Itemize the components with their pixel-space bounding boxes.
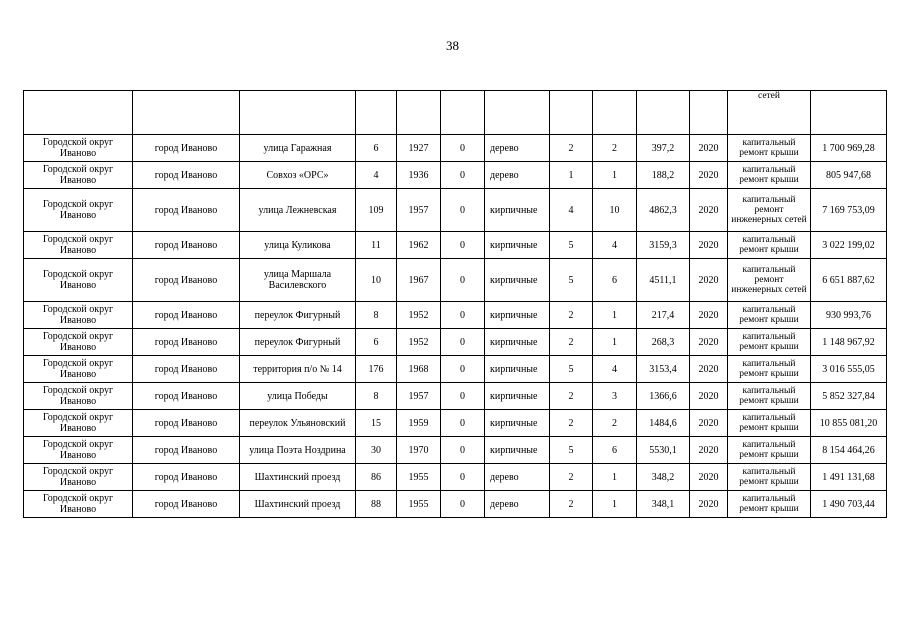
- cell-build-year: 1959: [397, 410, 441, 437]
- cell-wear: 0: [441, 232, 485, 259]
- cell-cost: 1 491 131,68: [811, 464, 887, 491]
- table-row: [24, 464, 887, 491]
- cell-wear: 0: [441, 491, 485, 518]
- table-row: [24, 383, 887, 410]
- cell-work-type: капитальный ремонт крыши: [728, 491, 811, 518]
- header-cell-year: [690, 91, 728, 135]
- cell-wear: 0: [441, 162, 485, 189]
- cell-area: 5530,1: [637, 437, 690, 464]
- cell-wall-material: кирпичные: [485, 356, 550, 383]
- cell-build-year: 1957: [397, 383, 441, 410]
- cell-area: 217,4: [637, 302, 690, 329]
- cell-municipality: Городской округ Иваново: [24, 232, 133, 259]
- cell-settlement: город Иваново: [133, 383, 240, 410]
- cell-entrances: 1: [593, 162, 637, 189]
- table-header-continuation-row: [24, 91, 887, 135]
- cell-wear: 0: [441, 464, 485, 491]
- cell-settlement: город Иваново: [133, 356, 240, 383]
- cell-cost: 805 947,68: [811, 162, 887, 189]
- cell-area: 4862,3: [637, 189, 690, 232]
- cell-build-year: 1970: [397, 437, 441, 464]
- table-row: [24, 356, 887, 383]
- cell-wear: 0: [441, 135, 485, 162]
- cell-cost: 3 016 555,05: [811, 356, 887, 383]
- cell-street: переулок Ульяновский: [240, 410, 356, 437]
- cell-work-type: капитальный ремонт крыши: [728, 135, 811, 162]
- cell-wear: 0: [441, 302, 485, 329]
- cell-floors: 2: [550, 329, 593, 356]
- cell-floors: 2: [550, 491, 593, 518]
- cell-entrances: 1: [593, 491, 637, 518]
- cell-floors: 2: [550, 302, 593, 329]
- cell-wear: 0: [441, 259, 485, 302]
- header-cell-build-year: [397, 91, 441, 135]
- table-row: [24, 329, 887, 356]
- cell-entrances: 1: [593, 302, 637, 329]
- cell-municipality: Городской округ Иваново: [24, 437, 133, 464]
- cell-municipality: Городской округ Иваново: [24, 259, 133, 302]
- cell-street: улица Куликова: [240, 232, 356, 259]
- cell-cost: 930 993,76: [811, 302, 887, 329]
- cell-wear: 0: [441, 383, 485, 410]
- cell-wall-material: кирпичные: [485, 329, 550, 356]
- cell-entrances: 2: [593, 135, 637, 162]
- table-body: [24, 91, 887, 518]
- cell-municipality: Городской округ Иваново: [24, 356, 133, 383]
- cell-settlement: город Иваново: [133, 135, 240, 162]
- cell-entrances: 6: [593, 437, 637, 464]
- table-row: [24, 491, 887, 518]
- header-cell-area: [637, 91, 690, 135]
- cell-house-number: 8: [356, 302, 397, 329]
- table-row: [24, 135, 887, 162]
- cell-area: 4511,1: [637, 259, 690, 302]
- cell-house-number: 15: [356, 410, 397, 437]
- cell-wall-material: дерево: [485, 135, 550, 162]
- header-cell-cost: [811, 91, 887, 135]
- cell-street: Шахтинский проезд: [240, 491, 356, 518]
- cell-area: 1484,6: [637, 410, 690, 437]
- cell-settlement: город Иваново: [133, 329, 240, 356]
- cell-settlement: город Иваново: [133, 491, 240, 518]
- cell-wear: 0: [441, 437, 485, 464]
- cell-cost: 10 855 081,20: [811, 410, 887, 437]
- cell-street: улица Победы: [240, 383, 356, 410]
- header-cell-settlement: [133, 91, 240, 135]
- table-row: [24, 189, 887, 232]
- table-row: [24, 259, 887, 302]
- cell-area: 188,2: [637, 162, 690, 189]
- cell-municipality: Городской округ Иваново: [24, 410, 133, 437]
- cell-work-type: капитальный ремонт крыши: [728, 383, 811, 410]
- cell-build-year: 1955: [397, 491, 441, 518]
- cell-year: 2020: [690, 491, 728, 518]
- cell-year: 2020: [690, 162, 728, 189]
- cell-floors: 4: [550, 189, 593, 232]
- cell-entrances: 1: [593, 464, 637, 491]
- cell-settlement: город Иваново: [133, 302, 240, 329]
- cell-year: 2020: [690, 437, 728, 464]
- cell-wall-material: дерево: [485, 162, 550, 189]
- cell-wear: 0: [441, 410, 485, 437]
- cell-wall-material: дерево: [485, 464, 550, 491]
- cell-municipality: Городской округ Иваново: [24, 383, 133, 410]
- cell-cost: 7 169 753,09: [811, 189, 887, 232]
- cell-floors: 5: [550, 437, 593, 464]
- cell-work-type: капитальный ремонт крыши: [728, 329, 811, 356]
- cell-street: переулок Фигурный: [240, 302, 356, 329]
- cell-municipality: Городской округ Иваново: [24, 162, 133, 189]
- cell-house-number: 4: [356, 162, 397, 189]
- cell-work-type: капитальный ремонт крыши: [728, 356, 811, 383]
- cell-wall-material: кирпичные: [485, 232, 550, 259]
- cell-entrances: 6: [593, 259, 637, 302]
- cell-wall-material: кирпичные: [485, 437, 550, 464]
- cell-work-type: капитальный ремонт крыши: [728, 302, 811, 329]
- cell-area: 348,2: [637, 464, 690, 491]
- cell-floors: 2: [550, 135, 593, 162]
- cell-street: улица Гаражная: [240, 135, 356, 162]
- cell-municipality: Городской округ Иваново: [24, 302, 133, 329]
- table-row: [24, 162, 887, 189]
- cell-work-type: капитальный ремонт крыши: [728, 232, 811, 259]
- header-cell-house-number: [356, 91, 397, 135]
- cell-settlement: город Иваново: [133, 232, 240, 259]
- cell-house-number: 10: [356, 259, 397, 302]
- cell-year: 2020: [690, 259, 728, 302]
- cell-municipality: Городской округ Иваново: [24, 329, 133, 356]
- cell-house-number: 6: [356, 135, 397, 162]
- cell-floors: 2: [550, 464, 593, 491]
- cell-house-number: 30: [356, 437, 397, 464]
- cell-wall-material: дерево: [485, 491, 550, 518]
- cell-area: 268,3: [637, 329, 690, 356]
- cell-house-number: 176: [356, 356, 397, 383]
- cell-settlement: город Иваново: [133, 464, 240, 491]
- cell-work-type: капитальный ремонт инженерных сетей: [728, 189, 811, 232]
- cell-floors: 5: [550, 259, 593, 302]
- cell-wear: 0: [441, 329, 485, 356]
- cell-year: 2020: [690, 410, 728, 437]
- cell-street: Шахтинский проезд: [240, 464, 356, 491]
- table-row: [24, 232, 887, 259]
- cell-build-year: 1952: [397, 302, 441, 329]
- cell-municipality: Городской округ Иваново: [24, 491, 133, 518]
- cell-wear: 0: [441, 189, 485, 232]
- cell-house-number: 6: [356, 329, 397, 356]
- cell-house-number: 8: [356, 383, 397, 410]
- cell-cost: 8 154 464,26: [811, 437, 887, 464]
- cell-wall-material: кирпичные: [485, 410, 550, 437]
- cell-street: улица Поэта Ноздрина: [240, 437, 356, 464]
- cell-work-type: капитальный ремонт крыши: [728, 410, 811, 437]
- cell-year: 2020: [690, 356, 728, 383]
- cell-build-year: 1968: [397, 356, 441, 383]
- cell-work-type: капитальный ремонт крыши: [728, 162, 811, 189]
- cell-floors: 5: [550, 232, 593, 259]
- cell-house-number: 109: [356, 189, 397, 232]
- cell-street: территория п/о № 14: [240, 356, 356, 383]
- cell-build-year: 1967: [397, 259, 441, 302]
- cell-wall-material: кирпичные: [485, 259, 550, 302]
- cell-entrances: 2: [593, 410, 637, 437]
- cell-build-year: 1957: [397, 189, 441, 232]
- cell-cost: 1 490 703,44: [811, 491, 887, 518]
- cell-street: Совхоз «ОРС»: [240, 162, 356, 189]
- cell-wear: 0: [441, 356, 485, 383]
- table-row: [24, 437, 887, 464]
- header-cell-entrances: [593, 91, 637, 135]
- table-row: [24, 410, 887, 437]
- cell-municipality: Городской округ Иваново: [24, 135, 133, 162]
- cell-build-year: 1936: [397, 162, 441, 189]
- page-number: 38: [446, 38, 459, 53]
- cell-cost: 3 022 199,02: [811, 232, 887, 259]
- cell-year: 2020: [690, 464, 728, 491]
- cell-build-year: 1962: [397, 232, 441, 259]
- cell-area: 3159,3: [637, 232, 690, 259]
- cell-year: 2020: [690, 232, 728, 259]
- cell-cost: 1 700 969,28: [811, 135, 887, 162]
- cell-area: 348,1: [637, 491, 690, 518]
- cell-wall-material: кирпичные: [485, 189, 550, 232]
- cell-entrances: 3: [593, 383, 637, 410]
- cell-build-year: 1955: [397, 464, 441, 491]
- cell-cost: 6 651 887,62: [811, 259, 887, 302]
- cell-street: улица Лежневская: [240, 189, 356, 232]
- cell-municipality: Городской округ Иваново: [24, 189, 133, 232]
- header-cell-street: [240, 91, 356, 135]
- cell-entrances: 4: [593, 356, 637, 383]
- cell-floors: 2: [550, 383, 593, 410]
- cell-build-year: 1952: [397, 329, 441, 356]
- cell-entrances: 4: [593, 232, 637, 259]
- cell-year: 2020: [690, 135, 728, 162]
- cell-house-number: 88: [356, 491, 397, 518]
- cell-build-year: 1927: [397, 135, 441, 162]
- cell-municipality: Городской округ Иваново: [24, 464, 133, 491]
- cell-year: 2020: [690, 302, 728, 329]
- cell-year: 2020: [690, 189, 728, 232]
- cell-street: улица Маршала Василевского: [240, 259, 356, 302]
- cell-cost: 1 148 967,92: [811, 329, 887, 356]
- cell-settlement: город Иваново: [133, 162, 240, 189]
- cell-work-type: капитальный ремонт инженерных сетей: [728, 259, 811, 302]
- header-cell-municipality: [24, 91, 133, 135]
- cell-floors: 2: [550, 410, 593, 437]
- cell-area: 397,2: [637, 135, 690, 162]
- cell-entrances: 10: [593, 189, 637, 232]
- cell-area: 1366,6: [637, 383, 690, 410]
- cell-street: переулок Фигурный: [240, 329, 356, 356]
- cell-year: 2020: [690, 383, 728, 410]
- cell-entrances: 1: [593, 329, 637, 356]
- cell-year: 2020: [690, 329, 728, 356]
- header-cell-work-type: сетей: [728, 91, 811, 135]
- cell-cost: 5 852 327,84: [811, 383, 887, 410]
- cell-house-number: 86: [356, 464, 397, 491]
- header-cell-wear: [441, 91, 485, 135]
- cell-area: 3153,4: [637, 356, 690, 383]
- cell-floors: 1: [550, 162, 593, 189]
- cell-work-type: капитальный ремонт крыши: [728, 437, 811, 464]
- cell-settlement: город Иваново: [133, 410, 240, 437]
- header-cell-wall-material: [485, 91, 550, 135]
- cell-wall-material: кирпичные: [485, 383, 550, 410]
- cell-settlement: город Иваново: [133, 189, 240, 232]
- cell-house-number: 11: [356, 232, 397, 259]
- housing-registry-table: [23, 90, 887, 518]
- cell-floors: 5: [550, 356, 593, 383]
- table-row: [24, 302, 887, 329]
- cell-wall-material: кирпичные: [485, 302, 550, 329]
- cell-settlement: город Иваново: [133, 437, 240, 464]
- header-cell-floors: [550, 91, 593, 135]
- cell-work-type: капитальный ремонт крыши: [728, 464, 811, 491]
- cell-settlement: город Иваново: [133, 259, 240, 302]
